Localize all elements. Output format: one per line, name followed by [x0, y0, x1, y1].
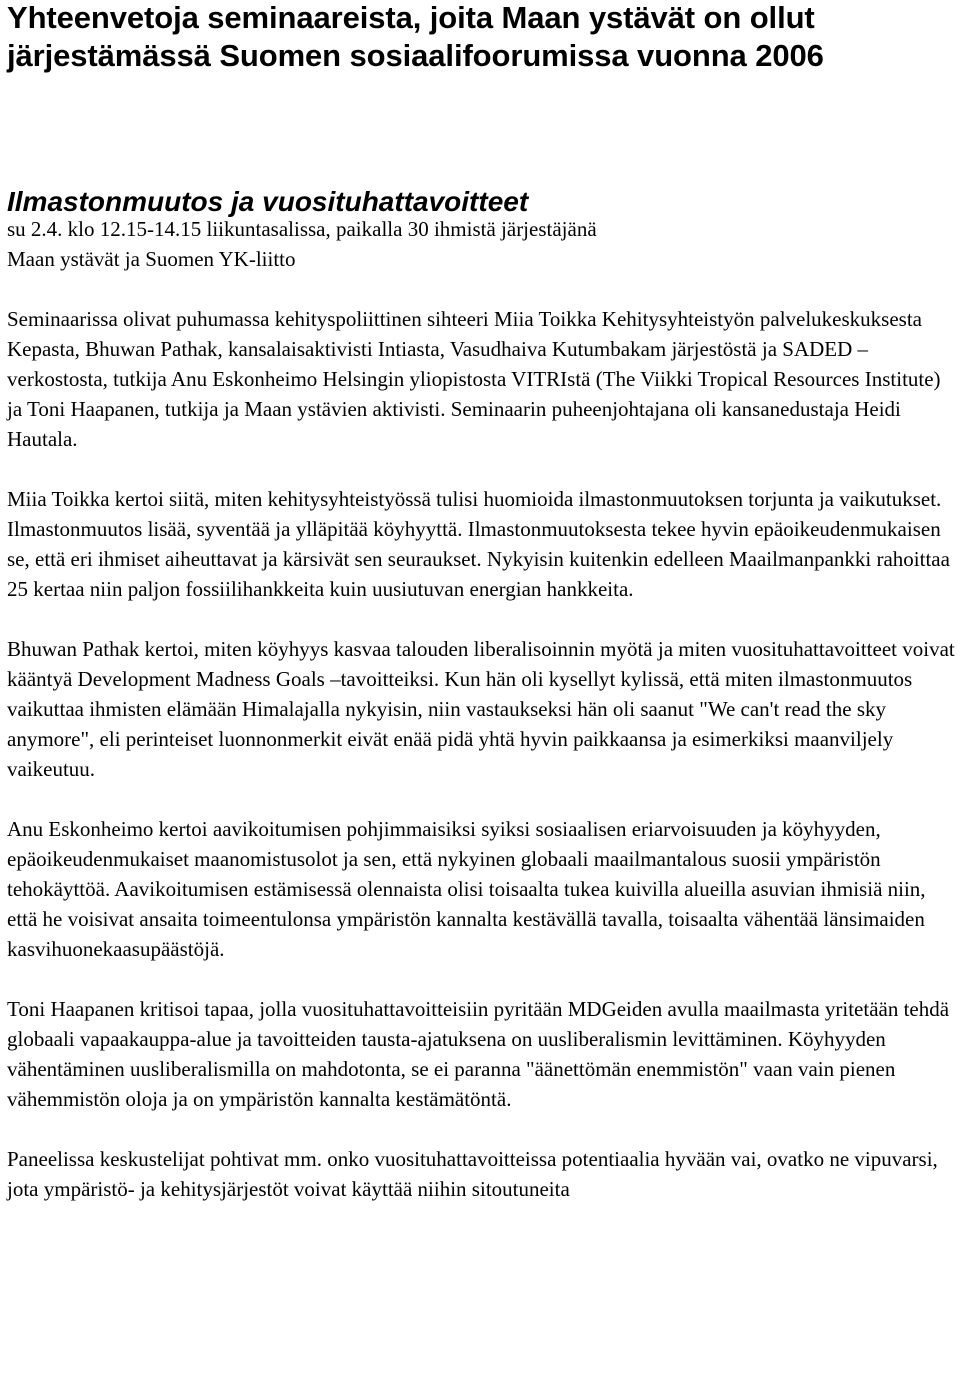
document-title: Yhteenvetoja seminaareista, joita Maan ystävät on ollut järjestämässä Suomen sosiaalifoorumissa vuonna 2006: [7, 0, 824, 73]
section-heading: Ilmastonmuutos ja vuosituhattavoitteet: [7, 186, 529, 217]
paragraph-bhuwan-pathak: Bhuwan Pathak kertoi, miten köyhyys kasvaa talouden liberalisoinnin myötä ja miten vuosituhattavoitteet voivat kääntyä Development Madness Goals –tavoitteiksi. Kun hän oli kysellyt kylissä, että miten ilmastonmuutos vaikuttaa ihmisten elämään Himalajalla nykyisin, niin vastaukseksi hän oli saanut "We can't read the sky anymore", eli perinteiset luonnonmerkit eivät enää pidä yhtä hyvin paikkaansa ja esimerkiksi maanviljely vaikeutuu.: [7, 637, 955, 781]
paragraph-anu-eskonheimo: Anu Eskonheimo kertoi aavikoitumisen pohjimmaisiksi syiksi sosiaalisen eriarvoisuuden ja köyhyyden, epäoikeudenmukaiset maanomistusolot ja sen, että nykyinen globaali maailmantalous suosii ympäristön tehokäyttöä. Aavikoitumisen estämisessä olennaista olisi toisaalta tukea kuivilla alueilla asuvian ihmisiä niin, että he voisivat ansaita toimeentulonsa ympäristön kannalta kestävällä tavalla, toisaalta vähentää länsimaiden kasvihuonekaasupäästöjä.: [7, 817, 926, 961]
document-page: [7, 0, 955, 1204]
paragraph-miia-toikka: Miia Toikka kertoi siitä, miten kehitysyhteistyössä tulisi huomioida ilmastonmuutoksen torjunta ja vaikutukset. Ilmastonmuutos lisää, syventää ja ylläpitää köyhyyttä. Ilmastonmuutoksesta tekee hyvin epäoikeudenmukaisen se, että eri ihmiset aiheuttavat ja kärsivät sen seuraukset. Nykyisin kuitenkin edelleen Maailmanpankki rahoittaa 25 kertaa niin paljon fossiilihankkeita kuin uusiutuvan energian hankkeita.: [7, 487, 950, 601]
paragraph-speakers: Seminaarissa olivat puhumassa kehityspoliittinen sihteeri Miia Toikka Kehitysyhteistyön palvelukeskuksesta Kepasta, Bhuwan Pathak, kansalaisaktivisti Intiasta, Vasudhaiva Kutumbakam järjestöstä ja SADED –verkostosta, tutkija Anu Eskonheimo Helsingin yliopistosta VITRIstä (The Viikki Tropical Resources Institute) ja Toni Haapanen, tutkija ja Maan ystävien aktivisti. Seminaarin puheenjohtajana oli kansanedustaja Heidi Hautala.: [7, 307, 941, 451]
paragraph-toni-haapanen: Toni Haapanen kritisoi tapaa, jolla vuosituhattavoitteisiin pyritään MDGeiden avulla maailmasta yritetään tehdä globaali vapaakauppa-alue ja tavoitteiden tausta-ajatuksena on uusliberalismin levittäminen. Köyhyyden vähentäminen uusliberalismilla on mahdotonta, se ei paranna "äänettömän enemmistön" vaan vain pienen vähemmistön oloja ja on ympäristön kannalta kestämätöntä.: [7, 997, 950, 1111]
seminar-details: su 2.4. klo 12.15-14.15 liikuntasalissa, paikalla 30 ihmistä järjestäjänä Maan ystävät ja Suomen YK-liitto: [7, 217, 597, 271]
paragraph-panel: Paneelissa keskustelijat pohtivat mm. onko vuosituhattavoitteissa potentiaalia hyvään vai, ovatko ne vipuvarsi, jota ympäristö- ja kehitysjärjestöt voivat käyttää niihin sitoutuneita: [7, 1147, 938, 1201]
